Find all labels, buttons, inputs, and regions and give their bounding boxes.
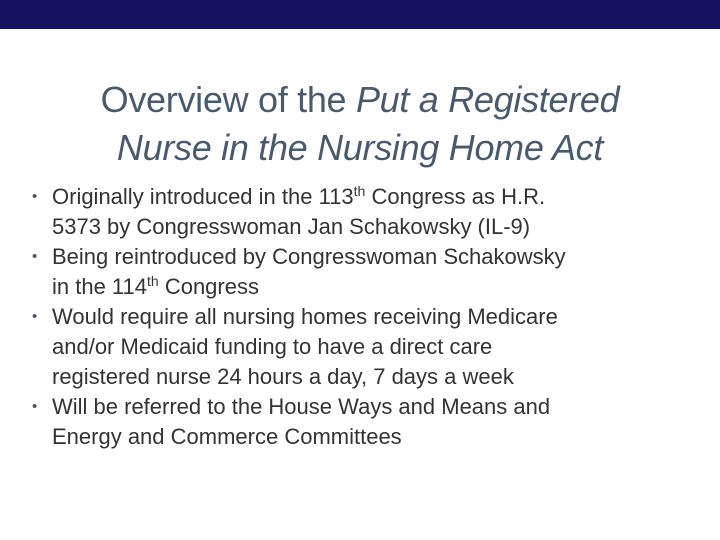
bullet-line: Being reintroduced by Congresswoman Schakowsky <box>52 244 566 269</box>
bullet-dot-icon: • <box>32 188 38 205</box>
bullet-item <box>32 182 692 242</box>
bullet-superscript: th <box>353 183 366 199</box>
bullet-line <box>52 182 692 212</box>
bullet-dot-icon: • <box>32 248 38 265</box>
header-band <box>0 0 720 29</box>
bullet-dot-icon: • <box>32 398 38 415</box>
bullet-line: Energy and Commerce Committees <box>52 424 402 449</box>
bullet-line: Would require all nursing homes receiving Medicare <box>52 304 558 329</box>
title-text-italic-2: Nurse in the Nursing Home Act <box>116 127 604 169</box>
title-text-italic-1: Put a Registered <box>355 79 620 121</box>
title-line-2 <box>40 124 680 172</box>
bullet-item <box>32 242 692 302</box>
bullet-superscript: th <box>147 273 159 289</box>
title-text-plain: Overview of the <box>100 79 356 121</box>
bullet-text: Congress as H.R. <box>365 184 546 209</box>
bullet-item <box>32 302 692 392</box>
slide-title <box>40 76 680 172</box>
bullet-dot-icon: • <box>32 308 38 325</box>
bullet-line: registered nurse 24 hours a day, 7 days a week <box>52 364 514 389</box>
title-line-1 <box>40 76 680 124</box>
bullet-text: in the 114 <box>52 274 148 299</box>
bullet-line: Will be referred to the House Ways and Means and <box>52 394 551 419</box>
bullet-list <box>32 182 692 452</box>
bullet-line: and/or Medicaid funding to have a direct care <box>52 334 493 359</box>
bullet-text: Originally introduced in the 113 <box>52 184 354 209</box>
bullet-text: Congress <box>158 274 259 299</box>
bullet-line <box>52 272 692 302</box>
bullet-line: 5373 by Congresswoman Jan Schakowsky (IL-9) <box>52 214 531 239</box>
bullet-item <box>32 392 692 452</box>
